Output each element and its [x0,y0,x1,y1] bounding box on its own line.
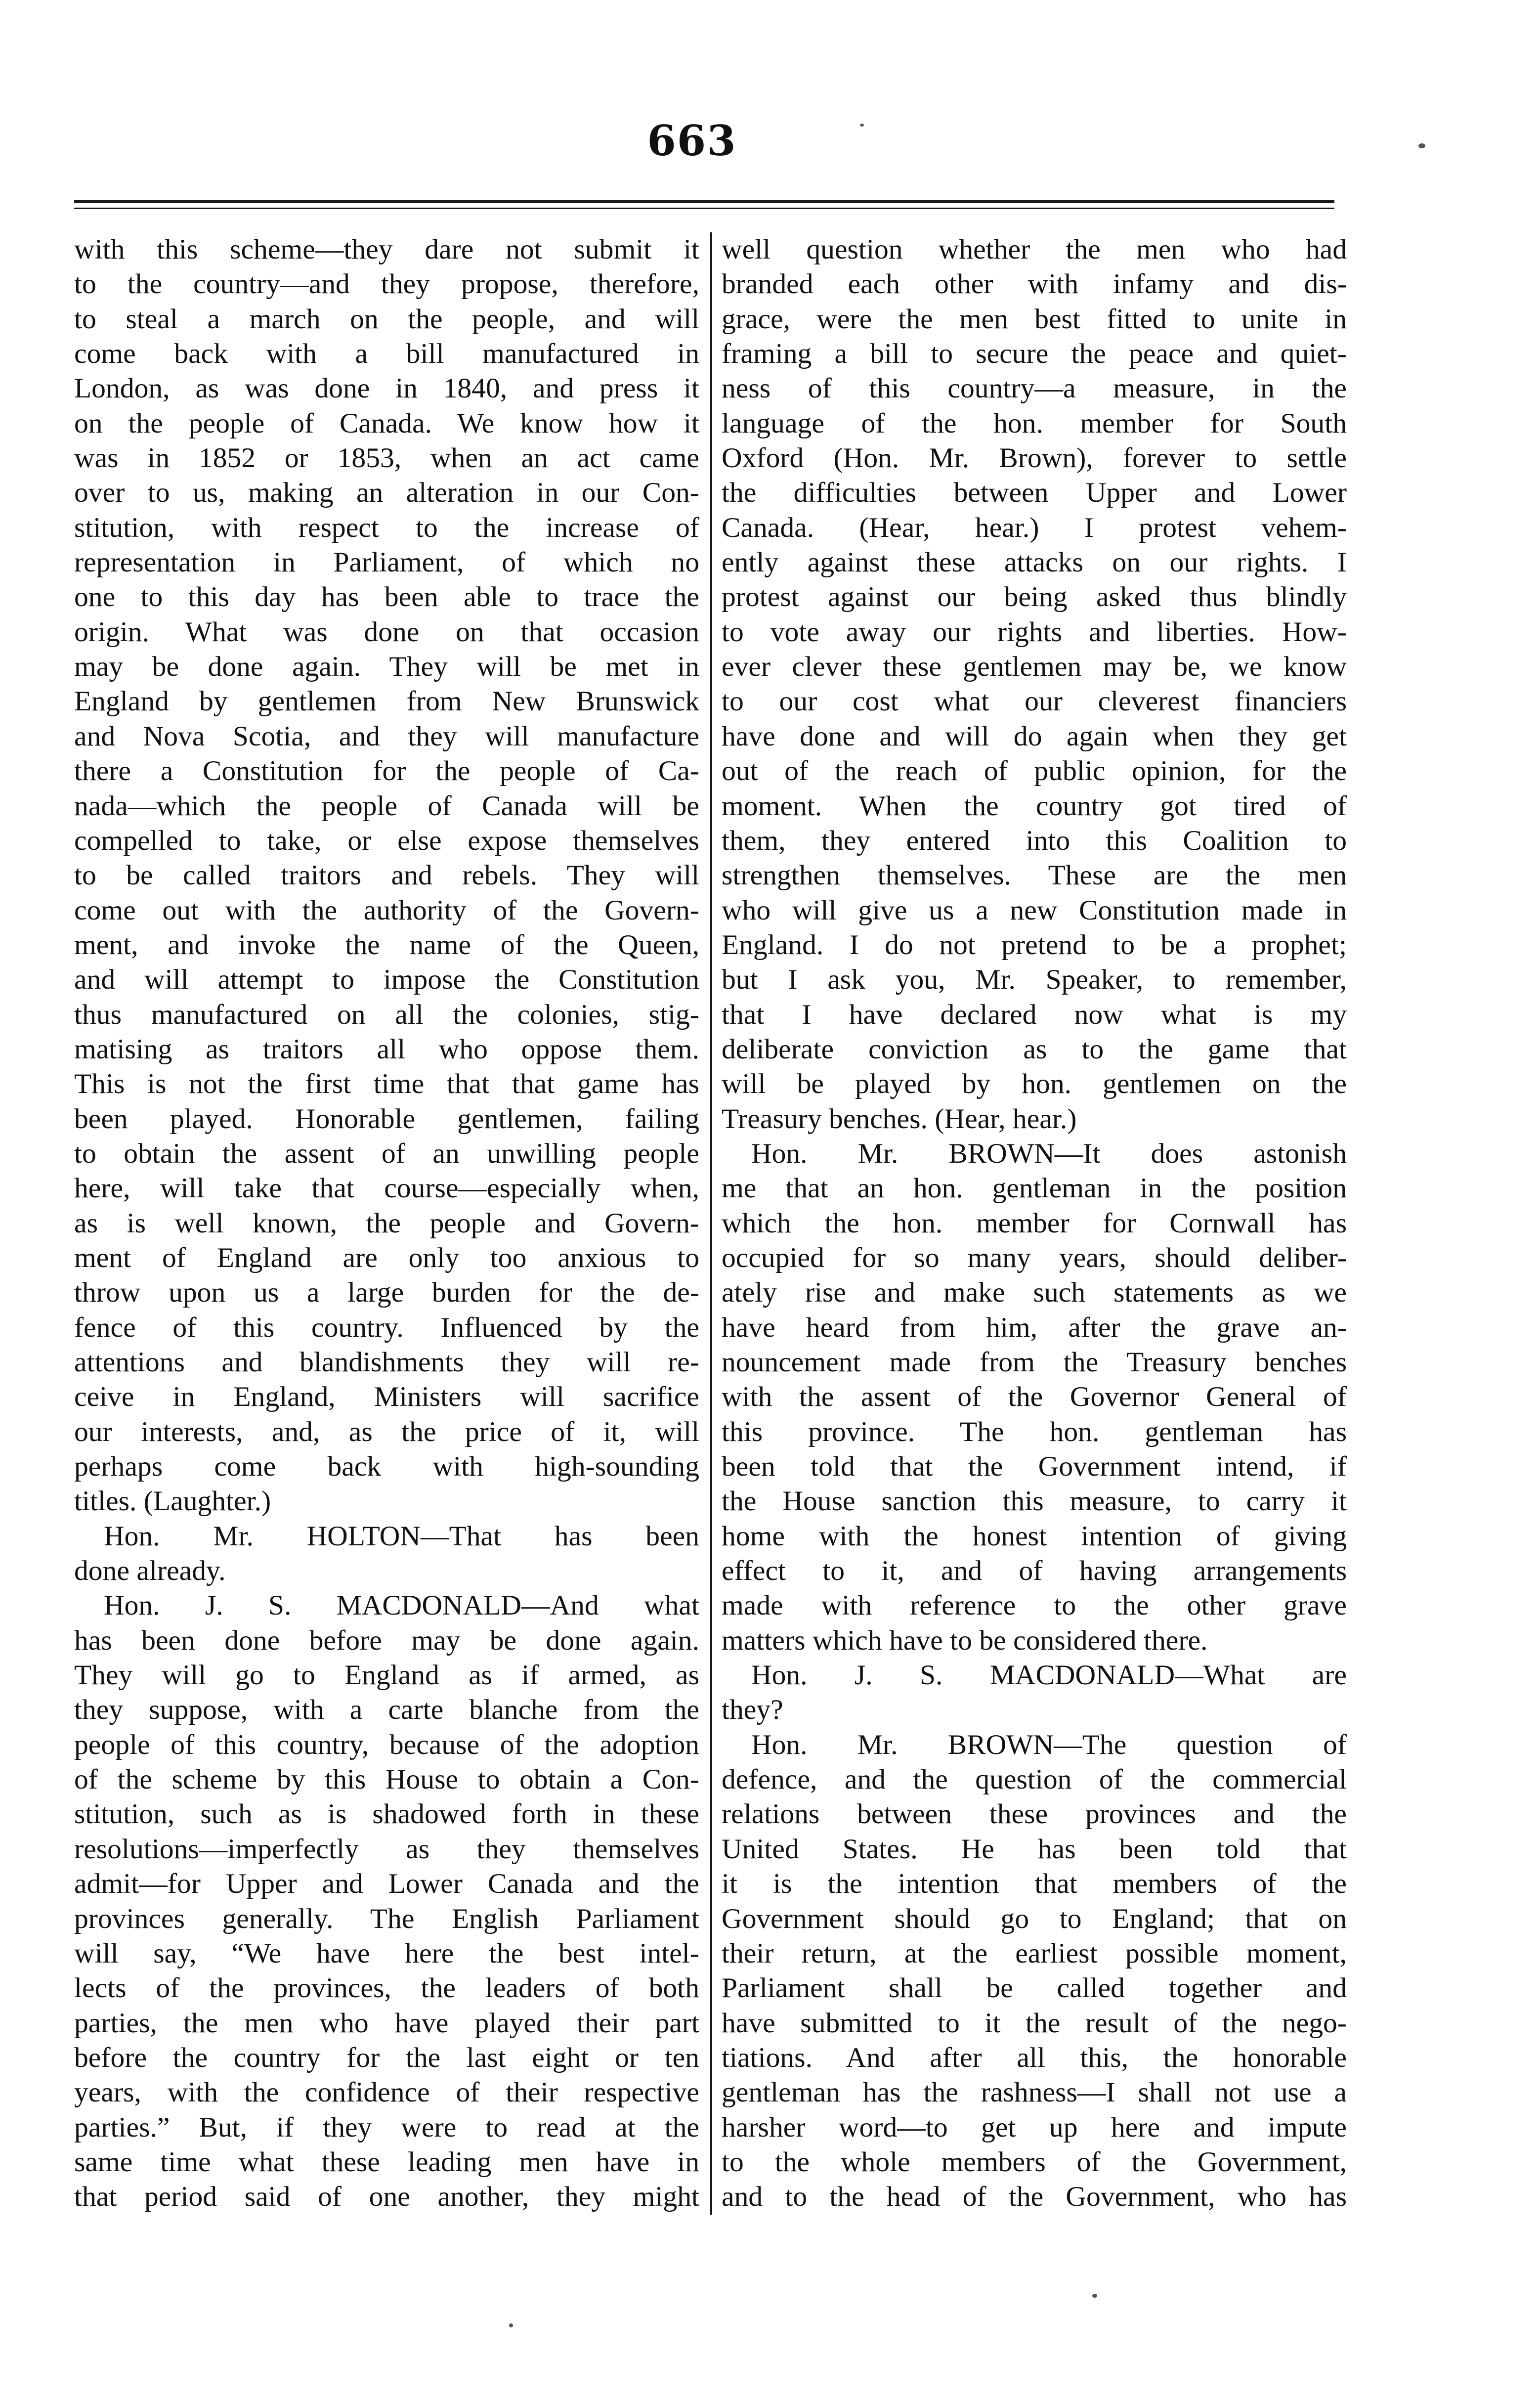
text-line: come back with a bill manufactured in [74,338,699,370]
text-line: will say, “We have here the best intel- [74,1937,699,1969]
text-line: stitution, such as is shadowed forth in these [74,1798,699,1830]
header-rule-thin [74,208,1334,209]
text-line: to the whole members of the Government, [722,2146,1347,2178]
text-line: their return, at the earliest possible moment, [722,1937,1347,1969]
text-line: titles. (Laughter.) [74,1486,271,1517]
text-line: they suppose, with a carte blanche from the [74,1694,699,1726]
text-line: that period said of one another, they might [74,2181,699,2213]
text-line: been played. Honorable gentlemen, failing [74,1103,699,1135]
text-line: our interests, and, as the price of it, will [74,1416,699,1447]
text-line: Hon. Mr. BROWN—The question of [751,1729,1347,1760]
text-line: done already. [74,1555,226,1587]
text-line: to our cost what our cleverest financiers [722,686,1347,717]
text-line: ment, and invoke the name of the Queen, [74,929,699,961]
text-line: and will attempt to impose the Constitution [74,964,699,996]
text-line: London, as was done in 1840, and press it [74,373,699,404]
text-line: come out with the authority of the Govern- [74,894,699,926]
text-line: them, they entered into this Coalition to [722,825,1347,856]
text-line: branded each other with infamy and dis- [722,268,1347,300]
text-line: United States. He has been told that [722,1833,1347,1865]
text-line: fence of this country. Influenced by the [74,1312,699,1343]
text-line: have submitted to it the result of the nego- [722,2007,1347,2039]
text-line: defence, and the question of the commercial [722,1764,1347,1795]
text-line: strengthen themselves. These are the men [722,860,1347,891]
text-line: has been done before may be done again. [74,1624,699,1656]
text-line: compelled to take, or else expose themselves [74,825,699,856]
text-line: matters which have to be considered there. [722,1624,1208,1656]
text-line: representation in Parliament, of which no [74,547,699,578]
text-line: this province. The hon. gentleman has [722,1416,1347,1447]
text-line: as is well known, the people and Govern- [74,1207,699,1239]
text-line: of the scheme by this House to obtain a Con- [74,1764,699,1795]
text-line: Treasury benches. (Hear, hear.) [722,1103,1077,1135]
text-line: Government should go to England; that on [722,1903,1347,1934]
text-line: years, with the confidence of their respective [74,2077,699,2108]
text-line: ently against these attacks on our rights. I [722,547,1347,578]
text-line: to the country—and they propose, therefore, [74,268,699,300]
text-line: the difficulties between Upper and Lower [722,477,1347,509]
scan-speck [1092,2294,1097,2298]
text-line: gentleman has the rashness—I shall not use a [722,2077,1347,2108]
text-line: with this scheme—they dare not submit it [74,234,699,265]
text-line: to be called traitors and rebels. They will [74,860,699,891]
text-line: England. I do not pretend to be a prophet; [722,929,1347,961]
text-line: to vote away our rights and liberties. How- [722,616,1347,648]
text-line: well question whether the men who had [722,234,1347,265]
scan-speck [509,2323,513,2327]
text-line: resolutions—imperfectly as they themselves [74,1833,699,1865]
scan-speck [1418,143,1425,148]
text-line: Hon. Mr. HOLTON—That has been [104,1520,699,1552]
text-line: people of this country, because of the adoption [74,1729,699,1760]
column-divider [710,232,712,2215]
text-line: harsher word—to get up here and impute [722,2111,1347,2143]
text-line: ever clever these gentlemen may be, we know [722,651,1347,683]
text-line: over to us, making an alteration in our Con- [74,477,699,509]
text-line: effect to it, and of having arrangements [722,1555,1347,1587]
text-line: occupied for so many years, should deliber- [722,1242,1347,1273]
right-column [722,232,1347,2220]
text-line: framing a bill to secure the peace and quiet- [722,338,1347,370]
text-line: lects of the provinces, the leaders of both [74,1972,699,2004]
text-line: matising as traitors all who oppose them. [74,1033,699,1065]
text-line: here, will take that course—especially when, [74,1173,699,1204]
text-line: relations between these provinces and the [722,1798,1347,1830]
text-line: been told that the Government intend, if [722,1451,1347,1483]
text-line: to steal a march on the people, and will [74,303,699,335]
text-line: may be done again. They will be met in [74,651,699,683]
left-column [74,232,699,2220]
text-line: will be played by hon. gentlemen on the [722,1068,1347,1100]
text-line: one to this day has been able to trace the [74,581,699,613]
text-line: tiations. And after all this, the honorable [722,2042,1347,2073]
text-line: language of the hon. member for South [722,407,1347,439]
page-number: 663 [647,116,737,165]
text-line: Canada. (Hear, hear.) I protest vehem- [722,512,1347,543]
text-line: me that an hon. gentleman in the position [722,1173,1347,1204]
text-line: made with reference to the other grave [722,1590,1347,1621]
text-line: home with the honest intention of giving [722,1520,1347,1552]
text-line: origin. What was done on that occasion [74,616,699,648]
text-line: parties.” But, if they were to read at the [74,2111,699,2143]
text-line: Parliament shall be called together and [722,1972,1347,2004]
text-line: parties, the men who have played their part [74,2007,699,2039]
text-line: Hon. J. S. MACDONALD—And what [104,1590,699,1621]
text-line: throw upon us a large burden for the de- [74,1277,699,1309]
text-line: and Nova Scotia, and they will manufacture [74,720,699,752]
text-line: deliberate conviction as to the game that [722,1033,1347,1065]
scan-speck [860,124,864,127]
text-line: who will give us a new Constitution made in [722,894,1347,926]
header-rule-thick [74,200,1334,203]
text-line: grace, were the men best fitted to unite in [722,303,1347,335]
text-line: moment. When the country got tired of [722,790,1347,822]
text-line: with the assent of the Governor General of [722,1381,1347,1413]
text-line: thus manufactured on all the colonies, stig- [74,999,699,1030]
text-line: it is the intention that members of the [722,1868,1347,1900]
text-line: on the people of Canada. We know how it [74,407,699,439]
text-line: perhaps come back with high-sounding [74,1451,699,1483]
text-line: admit—for Upper and Lower Canada and the [74,1868,699,1900]
text-line: before the country for the last eight or ten [74,2042,699,2073]
text-line: ceive in England, Ministers will sacrifice [74,1381,699,1413]
text-line: This is not the first time that that game has [74,1068,699,1100]
text-line: have heard from him, after the grave an- [722,1312,1347,1343]
text-line: to obtain the assent of an unwilling people [74,1137,699,1169]
text-line: the House sanction this measure, to carry it [722,1486,1347,1517]
text-line: there a Constitution for the people of Ca- [74,755,699,787]
text-line: England by gentlemen from New Brunswick [74,686,699,717]
text-line: ness of this country—a measure, in the [722,373,1347,404]
text-line: and to the head of the Government, who has [722,2181,1347,2213]
text-line: ately rise and make such statements as we [722,1277,1347,1309]
text-line: have done and will do again when they get [722,720,1347,752]
text-line: nouncement made from the Treasury benches [722,1347,1347,1378]
text-line: they? [722,1694,783,1726]
text-line: that I have declared now what is my [722,999,1347,1030]
text-line: Oxford (Hon. Mr. Brown), forever to settle [722,442,1347,474]
text-line: out of the reach of public opinion, for the [722,755,1347,787]
text-line: ment of England are only too anxious to [74,1242,699,1273]
text-line: stitution, with respect to the increase of [74,512,699,543]
text-line: Hon. Mr. BROWN—It does astonish [751,1137,1347,1169]
text-line: same time what these leading men have in [74,2146,699,2178]
text-line: was in 1852 or 1853, when an act came [74,442,699,474]
text-line: provinces generally. The English Parliament [74,1903,699,1934]
text-line: protest against our being asked thus blindly [722,581,1347,613]
text-line: which the hon. member for Cornwall has [722,1207,1347,1239]
text-line: Hon. J. S. MACDONALD—What are [751,1660,1347,1691]
text-line: attentions and blandishments they will re- [74,1347,699,1378]
text-line: but I ask you, Mr. Speaker, to remember, [722,964,1347,996]
text-line: nada—which the people of Canada will be [74,790,699,822]
text-line: They will go to England as if armed, as [74,1660,699,1691]
